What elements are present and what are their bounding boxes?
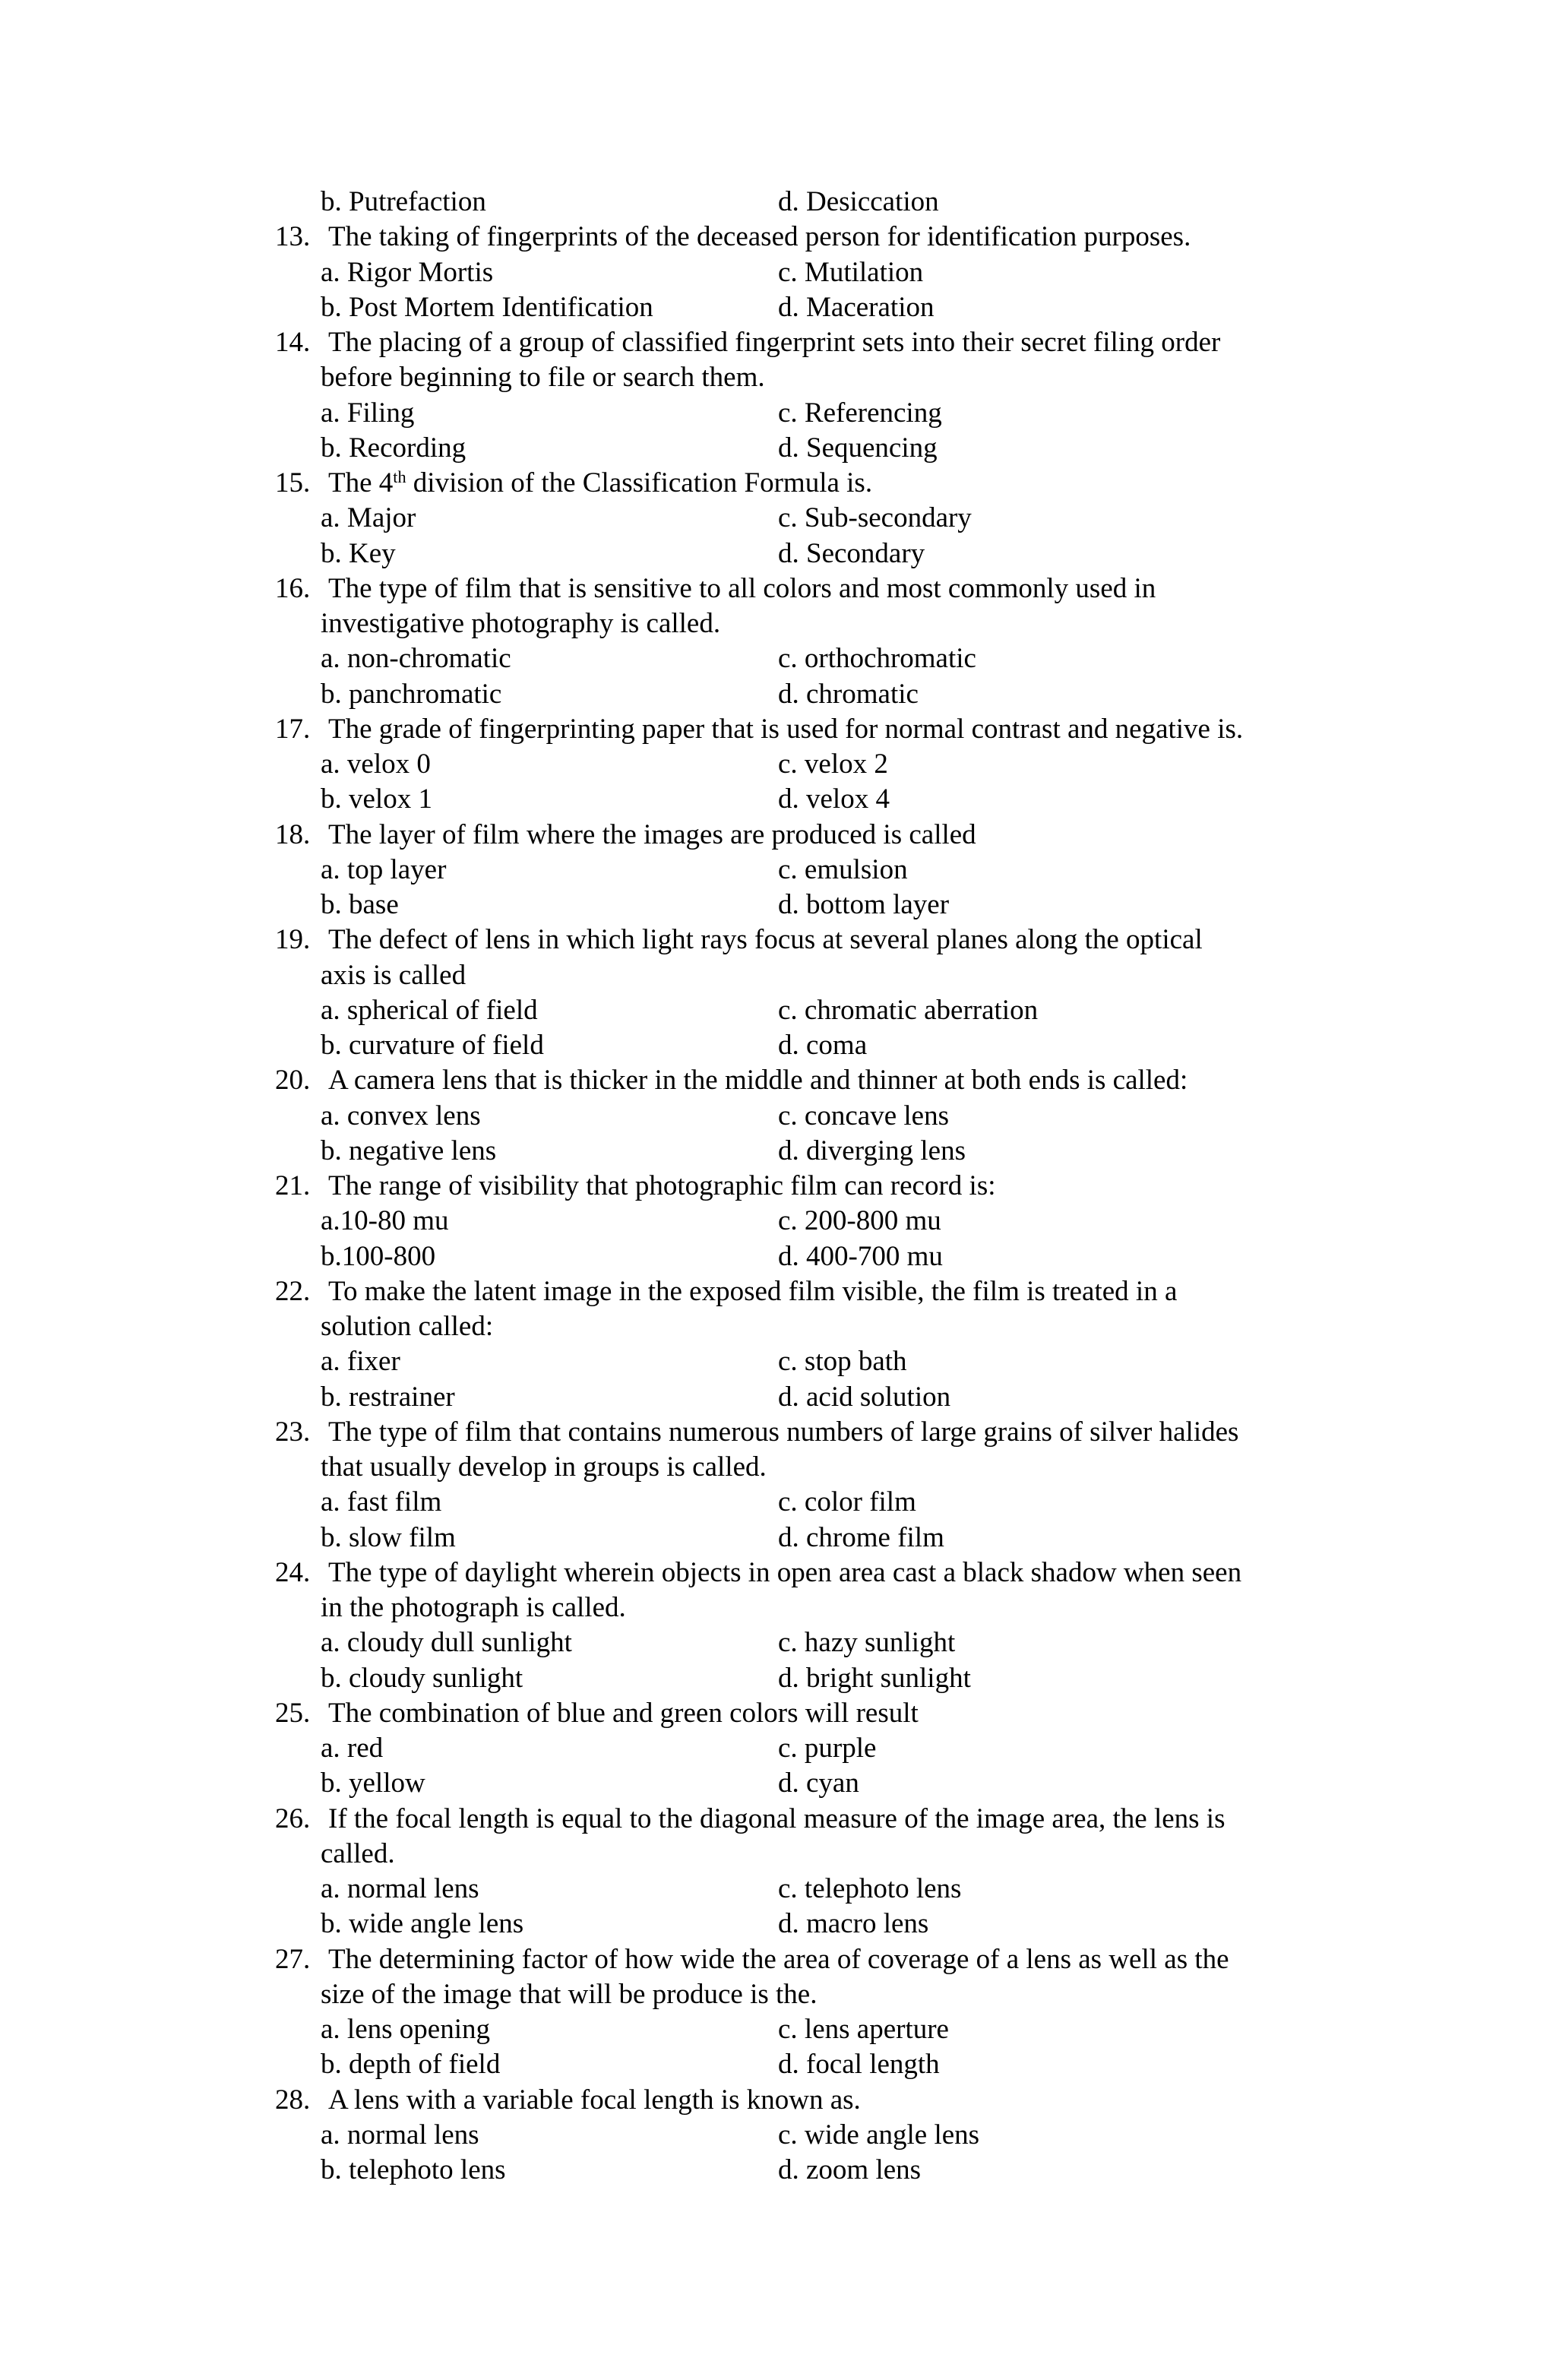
- question-text: The layer of film where the images are produced is called: [328, 819, 976, 850]
- question-text-part: division of the Classification Formula is.: [406, 467, 873, 498]
- option-b: b. Key: [321, 538, 396, 569]
- option-c: c. hazy sunlight: [778, 1627, 956, 1658]
- option-d: d. Secondary: [778, 538, 925, 569]
- option-b: b. curvature of field: [321, 1030, 544, 1061]
- option-b: b. Putrefaction: [321, 186, 486, 217]
- option-b: b. Post Mortem Identification: [321, 292, 653, 323]
- option-b: b. restrainer: [321, 1381, 455, 1413]
- question-text: before beginning to file or search them.: [321, 362, 765, 393]
- option-d: d. bottom layer: [778, 889, 950, 920]
- option-a: a. convex lens: [321, 1100, 481, 1131]
- option-b: b.100-800: [321, 1241, 436, 1272]
- option-d: d. acid solution: [778, 1381, 951, 1413]
- option-c: c. Sub-secondary: [778, 502, 972, 533]
- question-text: The type of film that is sensitive to all colors and most commonly used in: [328, 573, 1156, 604]
- option-a: a. normal lens: [321, 1873, 479, 1904]
- option-c: c. purple: [778, 1733, 877, 1764]
- question-number: 14.: [275, 327, 311, 358]
- option-d: d. cyan: [778, 1768, 859, 1799]
- question-text: The grade of fingerprinting paper that is used for normal contrast and negative is.: [328, 714, 1244, 745]
- option-a: a. red: [321, 1733, 384, 1764]
- question-number: 25.: [275, 1698, 311, 1729]
- question-number: 26.: [275, 1803, 311, 1834]
- option-a: a. non-chromatic: [321, 643, 511, 674]
- question-number: 27.: [275, 1944, 311, 1975]
- option-b: b. wide angle lens: [321, 1908, 524, 1939]
- option-d: d. chrome film: [778, 1522, 944, 1553]
- option-b: b. base: [321, 889, 399, 920]
- question-text: [328, 466, 872, 501]
- question-number: 20.: [275, 1065, 311, 1096]
- option-a: a. spherical of field: [321, 995, 538, 1026]
- option-c: c. stop bath: [778, 1346, 907, 1377]
- question-number: 24.: [275, 1557, 311, 1588]
- option-b: b. cloudy sunlight: [321, 1663, 523, 1694]
- question-number: 13.: [275, 221, 311, 252]
- question-text: investigative photography is called.: [321, 608, 721, 639]
- question-text: axis is called: [321, 960, 466, 991]
- option-c: c. Referencing: [778, 397, 942, 429]
- option-d: d. chromatic: [778, 679, 919, 710]
- option-d: d. zoom lens: [778, 2154, 922, 2185]
- question-text: The type of daylight wherein objects in open area cast a black shadow when seen: [328, 1557, 1242, 1588]
- question-text: A camera lens that is thicker in the middle and thinner at both ends is called:: [328, 1065, 1188, 1096]
- question-text: A lens with a variable focal length is known as.: [328, 2084, 861, 2116]
- question-number: 16.: [275, 573, 311, 604]
- option-d: d. diverging lens: [778, 1135, 966, 1166]
- option-d: d. velox 4: [778, 783, 890, 815]
- option-b: b. telephoto lens: [321, 2154, 506, 2185]
- question-number: 28.: [275, 2084, 311, 2116]
- question-text: called.: [321, 1838, 395, 1869]
- question-number: 21.: [275, 1170, 311, 1201]
- option-b: b. slow film: [321, 1522, 456, 1553]
- option-d: d. Maceration: [778, 292, 935, 323]
- option-c: c. velox 2: [778, 748, 888, 780]
- question-number: 22.: [275, 1276, 311, 1307]
- ordinal-superscript: th: [393, 467, 406, 486]
- question-text: The taking of fingerprints of the deceased person for identification purposes.: [328, 221, 1191, 252]
- option-a: a. cloudy dull sunlight: [321, 1627, 572, 1658]
- question-text: The range of visibility that photographic film can record is:: [328, 1170, 996, 1201]
- option-d: d. coma: [778, 1030, 868, 1061]
- question-number: 15.: [275, 467, 311, 498]
- option-c: c. Mutilation: [778, 257, 924, 288]
- option-c: c. lens aperture: [778, 2014, 949, 2045]
- option-a: a. Rigor Mortis: [321, 257, 494, 288]
- option-d: d. Desiccation: [778, 186, 939, 217]
- question-text: The combination of blue and green colors will result: [328, 1698, 919, 1729]
- option-b: b. Recording: [321, 432, 466, 464]
- option-a: a. Filing: [321, 397, 415, 429]
- option-d: d. focal length: [778, 2049, 940, 2080]
- option-b: b. negative lens: [321, 1135, 497, 1166]
- question-text: The placing of a group of classified fingerprint sets into their secret filing order: [328, 327, 1221, 358]
- option-a: a. Major: [321, 502, 416, 533]
- option-d: d. bright sunlight: [778, 1663, 971, 1694]
- option-c: c. concave lens: [778, 1100, 949, 1131]
- question-text: solution called:: [321, 1311, 494, 1342]
- option-b: b. panchromatic: [321, 679, 502, 710]
- question-text: To make the latent image in the exposed film visible, the film is treated in a: [328, 1276, 1178, 1307]
- question-text-part: The 4: [328, 467, 394, 498]
- option-a: a. fixer: [321, 1346, 400, 1377]
- option-b: b. yellow: [321, 1768, 425, 1799]
- question-number: 18.: [275, 819, 311, 850]
- option-c: c. chromatic aberration: [778, 995, 1039, 1026]
- option-d: d. Sequencing: [778, 432, 938, 464]
- question-number: 19.: [275, 924, 311, 955]
- option-a: a. fast film: [321, 1486, 442, 1518]
- option-c: c. color film: [778, 1486, 916, 1518]
- option-c: c. emulsion: [778, 854, 908, 885]
- option-a: a. velox 0: [321, 748, 431, 780]
- option-c: c. 200-800 mu: [778, 1205, 941, 1236]
- question-number: 23.: [275, 1416, 311, 1448]
- option-b: b. velox 1: [321, 783, 432, 815]
- option-c: c. orthochromatic: [778, 643, 976, 674]
- option-a: a. lens opening: [321, 2014, 490, 2045]
- option-a: a. top layer: [321, 854, 447, 885]
- option-c: c. wide angle lens: [778, 2119, 980, 2151]
- question-text: The type of film that contains numerous numbers of large grains of silver halides: [328, 1416, 1239, 1448]
- question-text: in the photograph is called.: [321, 1592, 626, 1623]
- option-b: b. depth of field: [321, 2049, 501, 2080]
- question-text: size of the image that will be produce is the.: [321, 1979, 818, 2010]
- option-a: a. normal lens: [321, 2119, 479, 2151]
- option-d: d. macro lens: [778, 1908, 929, 1939]
- question-text: that usually develop in groups is called.: [321, 1451, 767, 1483]
- question-number: 17.: [275, 714, 311, 745]
- question-text: The determining factor of how wide the area of coverage of a lens as well as the: [328, 1944, 1229, 1975]
- question-text: The defect of lens in which light rays focus at several planes along the optical: [328, 924, 1203, 955]
- option-d: d. 400-700 mu: [778, 1241, 943, 1272]
- option-a: a.10-80 mu: [321, 1205, 449, 1236]
- option-c: c. telephoto lens: [778, 1873, 962, 1904]
- question-text: If the focal length is equal to the diagonal measure of the image area, the lens is: [328, 1803, 1226, 1834]
